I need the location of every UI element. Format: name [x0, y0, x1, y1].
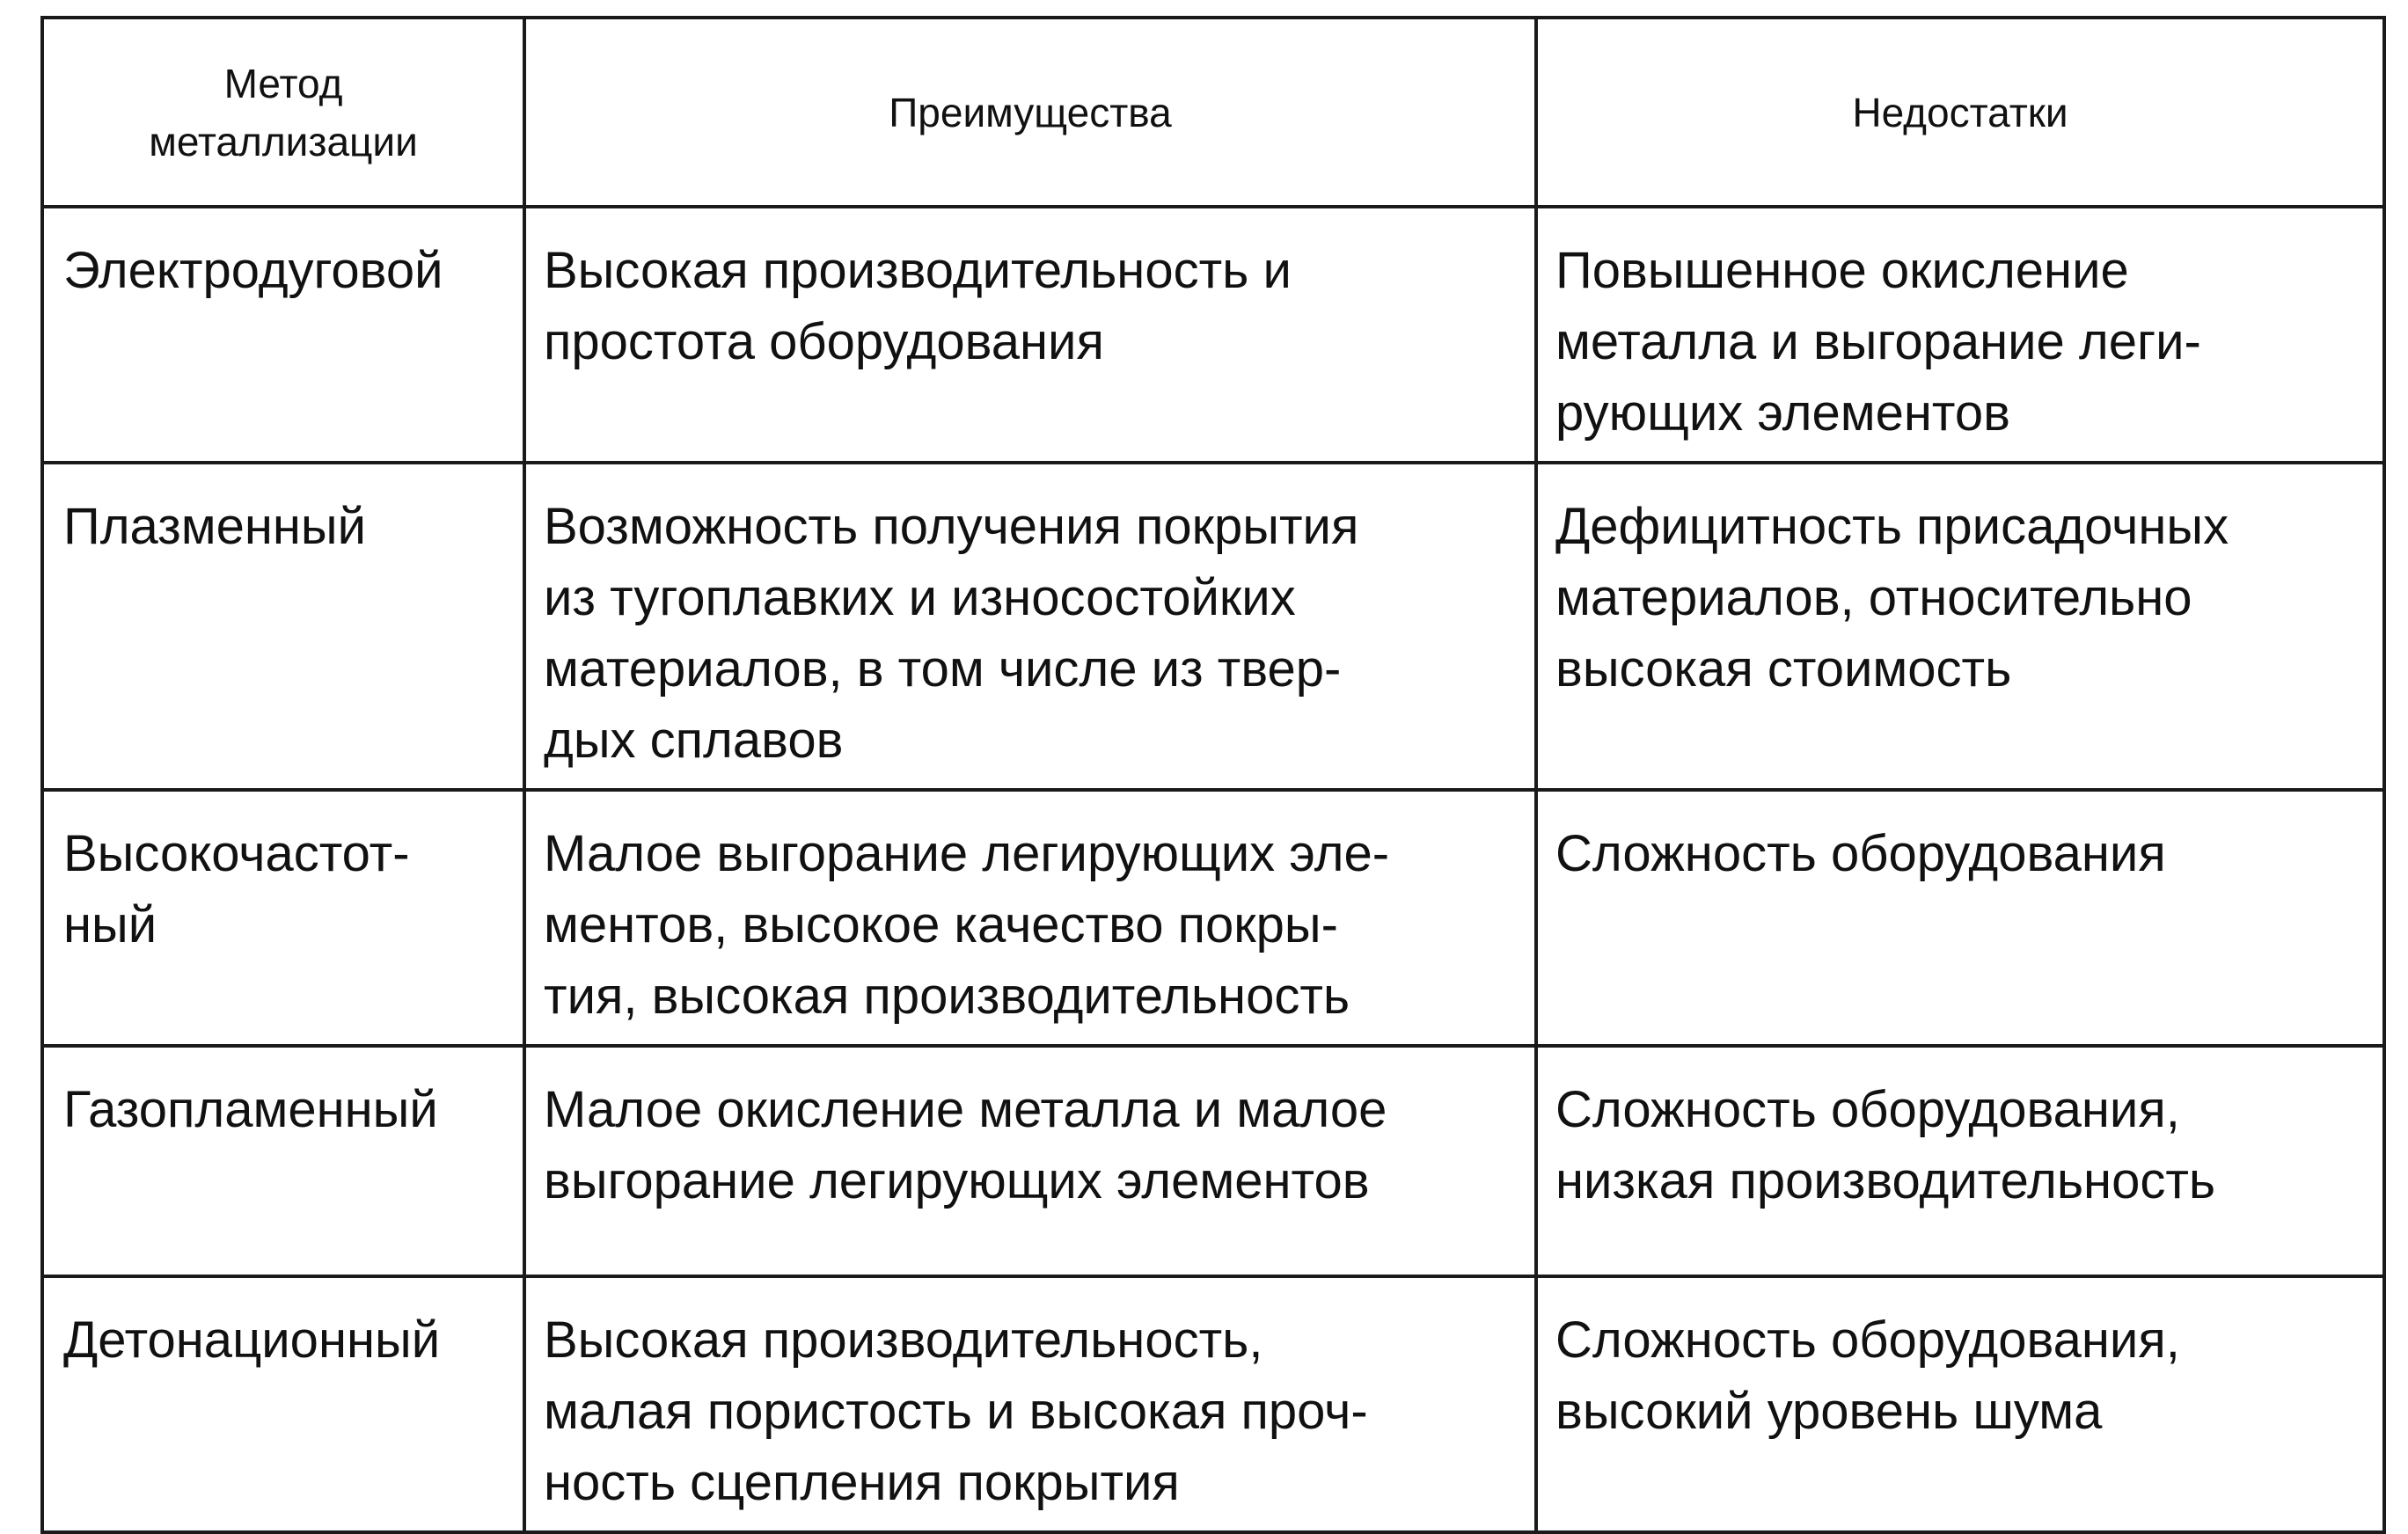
table-row [42, 790, 2384, 1046]
cell-advantages: Малое выгорание легирующих эле- ментов, высокое качество покры- тия, высокая производительность [524, 790, 1536, 1046]
metallization-methods-table [40, 16, 2386, 1534]
cell-disadvantages: Повышенное окисление металла и выгорание леги- рующих элементов [1536, 207, 2384, 463]
cell-disadvantages: Сложность оборудования [1536, 790, 2384, 1046]
cell-disadvantages: Сложность оборудования, низкая производительность [1536, 1046, 2384, 1276]
cell-advantages: Возможность получения покрытия из тугоплавких и износостойких материалов, в том числе из твер- дых сплавов [524, 463, 1536, 790]
cell-method: Газопламенный [42, 1046, 524, 1276]
cell-advantages: Высокая производительность, малая пористость и высокая проч- ность сцепления покрытия [524, 1276, 1536, 1532]
cell-advantages: Высокая производительность и простота оборудования [524, 207, 1536, 463]
cell-method: Высокочастот- ный [42, 790, 524, 1046]
cell-method: Электродуговой [42, 207, 524, 463]
cell-disadvantages: Дефицитность присадочных материалов, относительно высокая стоимость [1536, 463, 2384, 790]
header-advantages: Преимущества [524, 18, 1536, 207]
cell-method: Детонационный [42, 1276, 524, 1532]
table-row [42, 207, 2384, 463]
table-header-row [42, 18, 2384, 207]
header-disadvantages: Недостатки [1536, 18, 2384, 207]
table-row [42, 463, 2384, 790]
table-row [42, 1046, 2384, 1276]
cell-advantages: Малое окисление металла и малое выгорание легирующих элементов [524, 1046, 1536, 1276]
table-row [42, 1276, 2384, 1532]
header-method: Метод металлизации [42, 18, 524, 207]
cell-disadvantages: Сложность оборудования, высокий уровень шума [1536, 1276, 2384, 1532]
cell-method: Плазменный [42, 463, 524, 790]
